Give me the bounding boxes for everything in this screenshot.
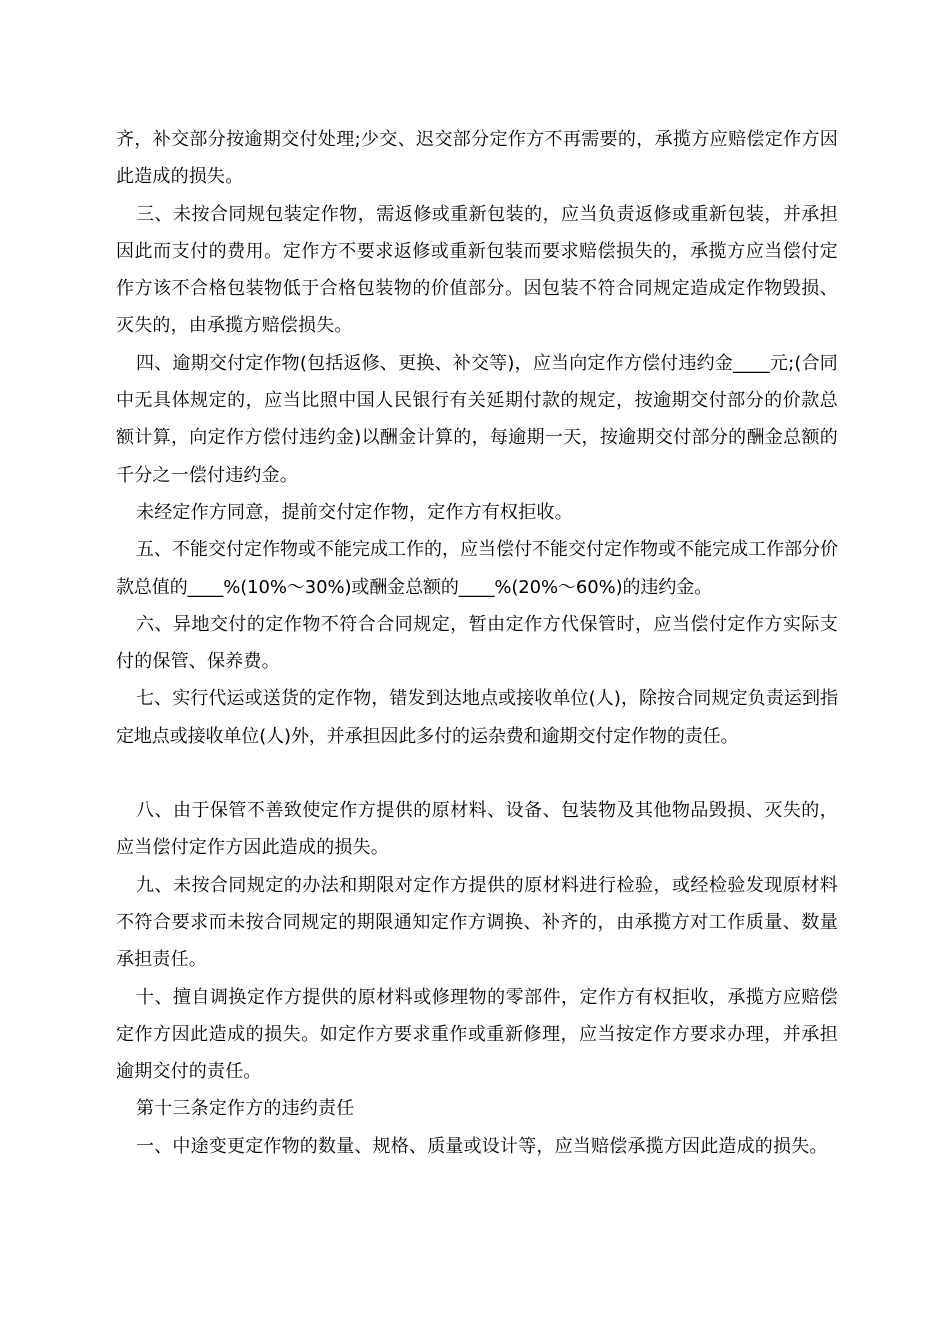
- paragraph-clause-6: 六、异地交付的定作物不符合合同规定，暂由定作方代保管时，应当偿付定作方实际支付的保管、保养费。: [116, 613, 838, 673]
- document-body: [116, 121, 838, 1165]
- paragraph-clause-10: 十、擅自调换定作方提供的原材料或修理物的零部件，定作方有权拒收，承揽方应赔偿定作方因此造成的损失。如定作方要求重作或重新修理，应当按定作方要求办理，并承担逾期交付的责任。: [116, 986, 838, 1083]
- paragraph-early-delivery: 未经定作方同意，提前交付定作物，定作方有权拒收。: [136, 501, 573, 523]
- paragraph-continuation: 齐，补交部分按逾期交付处理;少交、迟交部分定作方不再需要的，承揽方应赔偿定作方因此造成的损失。: [116, 129, 838, 188]
- paragraph-clause-9: 九、未按合同规定的办法和期限对定作方提供的原材料进行检验，或经检验发现原材料不符合要求而未按合同规定的期限通知定作方调换、补齐的，由承揽方对工作质量、数量承担责任。: [116, 874, 838, 971]
- paragraph-clause-4: 四、逾期交付定作物(包括返修、更换、补交等)，应当向定作方偿付违约金____元;(合同中无具体规定的，应当比照中国人民银行有关延期付款的规定，按逾期交付部分的价款总额计算，向定作方偿付违约金)以酬金计算的，每逾期一天，按逾期交付部分的酬金总额的千分之一偿付违约金。: [116, 352, 838, 486]
- section-heading-article-13: 第十三条定作方的违约责任: [136, 1098, 355, 1120]
- paragraph-clause-8: 八、由于保管不善致使定作方提供的原材料、设备、包装物及其他物品毁损、灭失的，应当偿付定作方因此造成的损失。: [116, 800, 838, 859]
- paragraph-article-13-clause-1: 一、中途变更定作物的数量、规格、质量或设计等，应当赔偿承揽方因此造成的损失。: [136, 1135, 828, 1157]
- paragraph-clause-7: 七、实行代运或送货的定作物，错发到达地点或接收单位(人)，除按合同规定负责运到指定地点或接收单位(人)外，并承担因此多付的运杂费和逾期交付定作物的责任。: [116, 688, 838, 747]
- paragraph-clause-3: 三、未按合同规包装定作物，需返修或重新包装的，应当负责返修或重新包装，并承担因此而支付的费用。定作方不要求返修或重新包装而要求赔偿损失的，承揽方应当偿付定作方该不合格包装物低于合格包装物的价值部分。因包装不符合同规定造成定作物毁损、灭失的，由承揽方赔偿损失。: [116, 203, 838, 337]
- paragraph-clause-5: 五、不能交付定作物或不能完成工作的，应当偿付不能交付定作物或不能完成工作部分价款总值的____%(10%～30%)或酬金总额的____%(20%～60%)的违约金。: [116, 539, 838, 598]
